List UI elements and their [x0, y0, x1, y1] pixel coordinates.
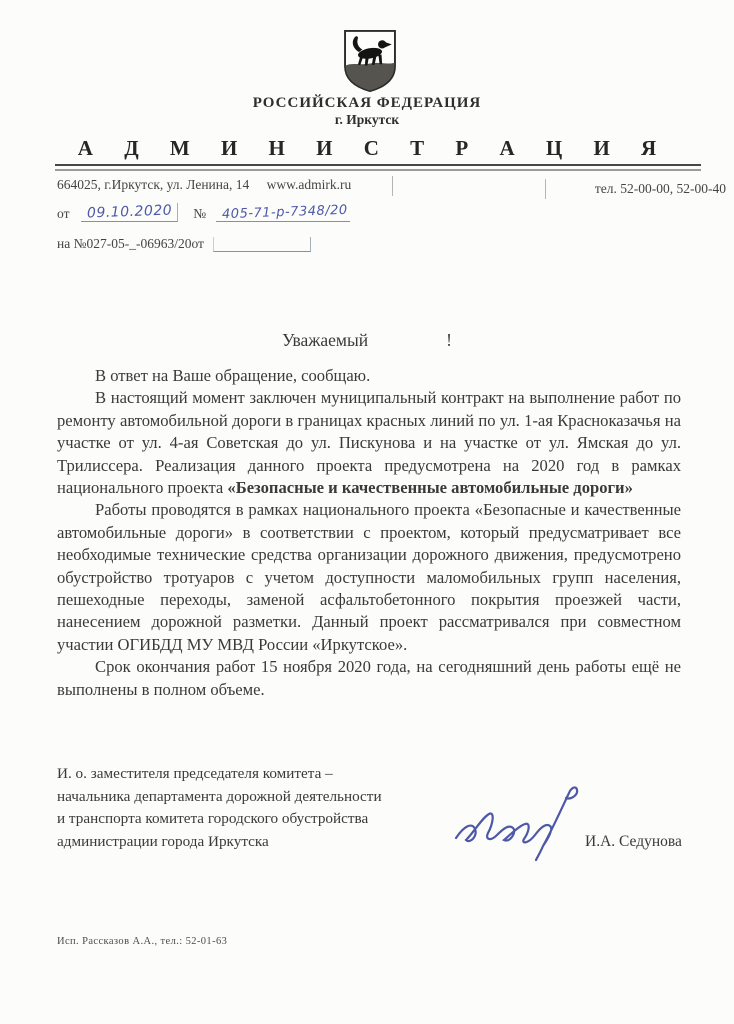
reply-date-blank-field — [213, 237, 311, 252]
position-line: и транспорта комитета городского обустройства — [57, 810, 369, 828]
letter-body — [57, 365, 681, 701]
body-paragraph-2 — [57, 387, 681, 499]
phone-line: тел. 52-00-00, 52-00-40 — [594, 181, 726, 196]
country-name: РОССИЙСКАЯ ФЕДЕРАЦИЯ — [252, 95, 482, 111]
paragraph-2-text: В настоящий момент заключен муниципальный контракт на выполнение работ по ремонту автомобильной дороги в границах красных линий по ул. 1-ая Красноказачья на участке от ул. 4-ая Советская до ул. Пискунова и на участке от ул. Ямская до ул. Трилиссера. Реализация данного проекта предусмотрена на 2020 год в рамках национального проекта — [57, 388, 681, 498]
irkutsk-coat-of-arms-icon — [341, 29, 399, 98]
outgoing-reference-row — [57, 203, 350, 227]
ref-date-field — [81, 203, 178, 222]
body-paragraph-1: В ответ на Ваше обращение, сообщаю. — [95, 366, 371, 385]
position-line: И. о. заместителя председателя комитета – — [57, 765, 333, 782]
header-double-rule — [55, 164, 701, 171]
paragraph-2-bold-phrase: «Безопасные и качественные автомобильные дороги» — [227, 478, 633, 498]
address-line — [57, 177, 351, 193]
salutation-punct: ! — [446, 330, 452, 350]
signer-position-block — [57, 763, 457, 853]
executor-note: Исп. Рассказов А.А., тел.: 52-01-63 — [57, 936, 228, 947]
salutation-word: Уважаемый — [282, 330, 369, 350]
body-paragraph-4: Срок окончания работ 15 ноября 2020 года, на сегодняшний день работы ещё не выполнены в полном объеме. — [57, 657, 681, 699]
postal-address: 664025, г.Иркутск, ул. Ленина, 14 — [57, 177, 250, 192]
ref-number-field — [216, 203, 350, 222]
reply-reference-label: на №027-05-_-06963/20от — [57, 236, 204, 251]
handwritten-date: 09.10.2020 — [86, 202, 173, 222]
website-text: www.admirk.ru — [266, 177, 352, 192]
handwritten-number: 405-71-р-7348/20 — [221, 202, 348, 223]
reply-reference-row — [57, 236, 311, 258]
position-line: начальника департамента дорожной деятельности — [57, 787, 382, 805]
position-line: администрации города Иркутска — [57, 832, 269, 850]
form-divider-tick — [392, 176, 393, 196]
ref-from-label: от — [57, 206, 70, 221]
body-paragraph-3: Работы проводятся в рамках национального проекта «Безопасные и качественные автомобильные дороги» в соответствии с проектом, который предусматривает все необходимые технические средства организации дорожного движения, предусмотрено обустройство тротуаров с учетом доступности маломобильных групп населения, пешеходные переходы, заменой асфальтобетонного покрытия проезжей части, нанесением дорожной разметки. Данный проект рассматривался при совместном участии ОГИБДД МУ МВД России «Иркутское». — [57, 500, 681, 654]
city-name: г. Иркутск — [334, 112, 400, 127]
administration-title: А Д М И Н И С Т Р А Ц И Я — [77, 136, 670, 160]
form-divider-tick — [545, 179, 546, 199]
handwritten-signature — [448, 776, 598, 881]
ref-number-label: № — [193, 206, 207, 221]
salutation-line — [0, 330, 734, 351]
signer-name: И.А. Седунова — [585, 833, 682, 850]
